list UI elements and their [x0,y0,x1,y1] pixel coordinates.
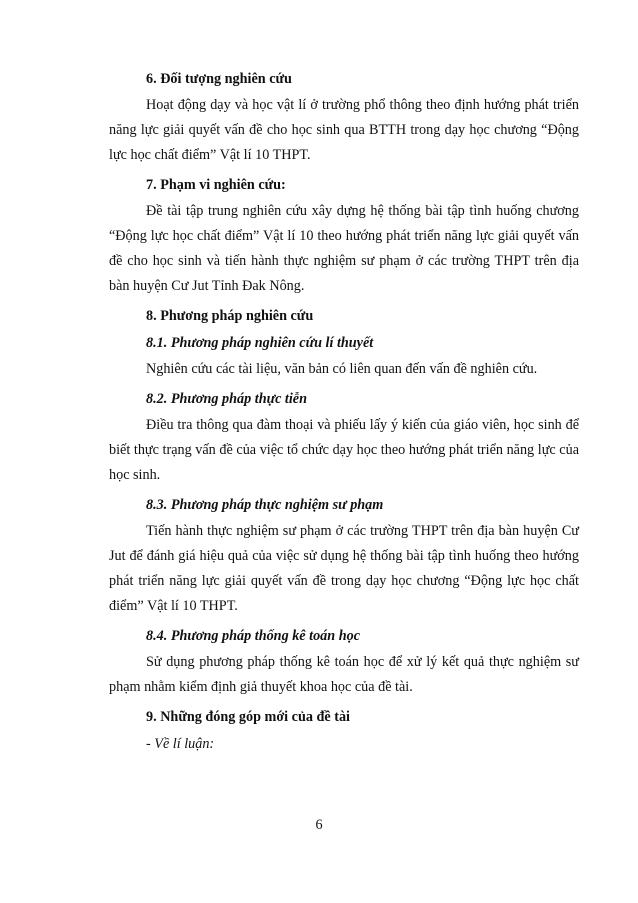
page-number: 6 [315,817,323,833]
section-heading-8: 8. Phương pháp nghiên cứu [146,308,314,324]
section-paragraph-7: Đề tài tập trung nghiên cứu xây dựng hệ thống bài tập tình huống chương “Động lực học chất điểm” Vật lí 10 theo hướng phát triển năng lực giải quyết vấn đề cho học sinh và tiến hành thực nghiệm sư phạm ở các trường THPT trên địa bàn huyện Cư Jut Tỉnh Đak Nông. [109,203,579,294]
method-heading-8-1: 8.1. Phương pháp nghiên cứu lí thuyết [146,335,374,351]
method-paragraph-8-4: Sử dụng phương pháp thống kê toán học để xử lý kết quả thực nghiệm sư phạm nhằm kiểm định giả thuyết khoa học của đề tài. [109,654,579,695]
method-heading-8-2: 8.2. Phương pháp thực tiễn [146,391,307,407]
method-paragraph-8-3: Tiến hành thực nghiệm sư phạm ở các trường THPT trên địa bàn huyện Cư Jut để đánh giá hiệu quả của việc sử dụng hệ thống bài tập tình huống theo hướng phát triển năng lực giải quyết vấn đề trong dạy học chương “Động lực học chất điểm” Vật lí 10 THPT. [109,523,579,614]
section-heading-6: 6. Đối tượng nghiên cứu [146,71,292,87]
section-heading-9: 9. Những đóng góp mới của đề tài [146,709,350,725]
method-heading-8-3: 8.3. Phương pháp thực nghiệm sư phạm [146,497,384,513]
section-paragraph-6: Hoạt động dạy và học vật lí ở trường phổ thông theo định hướng phát triển năng lực giải quyết vấn đề cho học sinh qua BTTH trong dạy học chương “Động lực học chất điểm” Vật lí 10 THPT. [109,97,579,163]
method-paragraph-8-2: Điều tra thông qua đàm thoại và phiếu lấy ý kiến của giáo viên, học sinh để biết thực trạng vấn đề của việc tổ chức dạy học theo hướng phát triển năng lực của học sinh. [109,417,579,483]
contribution-item-theory: - Về lí luận: [146,736,215,752]
method-paragraph-8-1: Nghiên cứu các tài liệu, văn bản có liên quan đến vấn đề nghiên cứu. [146,361,538,377]
method-heading-8-4: 8.4. Phương pháp thống kê toán học [146,628,360,644]
page-content [109,66,579,758]
section-heading-7: 7. Phạm vi nghiên cứu: [146,177,286,193]
